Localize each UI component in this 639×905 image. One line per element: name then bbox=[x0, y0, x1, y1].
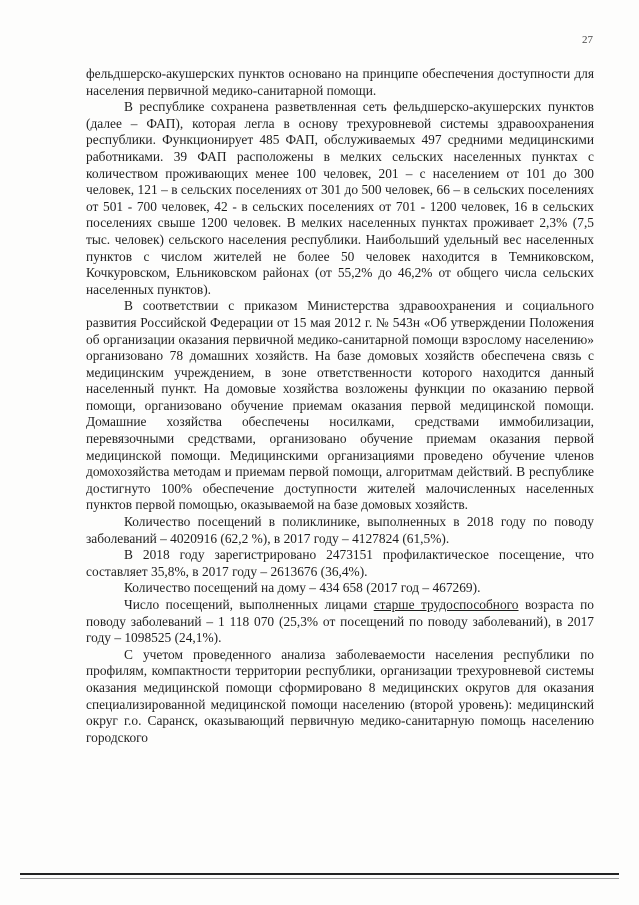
paragraph-6: Количество посещений на дому – 434 658 (2017 год – 467269). bbox=[124, 580, 481, 596]
paragraph-5: В 2018 году зарегистрировано 2473151 профилактическое посещение, что составляет 35,8%, в 2017 году – 2613676 (36,4%). bbox=[86, 547, 594, 579]
paragraph-3: В соответствии с приказом Министерства здравоохранения и социального развития Российской Федерации от 15 мая 2012 г. № 543н «Об утверждении Положения об организации оказания первичной медико-санитарной помощи взрослому населению» организовано 78 домашних хозяйств. На базе домовых хозяйств обеспечена связь с медицинским учреждением, в зоне ответственности которого находится данный населенный пункт. На домовые хозяйства возложены функции по оказанию первой помощи, организовано обучение приемам оказания первой медицинской помощи. Домашние хозяйства обеспечены носилками, средствами иммобилизации, перевязочными средствами, организовано обучение приемам оказания первой медицинской помощи. Медицинскими организациями проведено обучение членов домохозяйства методам и приемам первой помощи, алгоритмам действий. В республике достигнуто 100% обеспечение доступности жителей малочисленных населенных пунктов первой помощью, оказываемой на базе домовых хозяйств. bbox=[86, 298, 594, 513]
paragraph-1: фельдшерско-акушерских пунктов основано на принципе обеспечения доступности для населения первичной медико-санитарной помощи. bbox=[86, 66, 594, 98]
paragraph-8: С учетом проведенного анализа заболеваемости населения республики по профилям, компактности территории республики, организации трехуровневой системы оказания медицинской помощи сформировано 8 медицинских округов для оказания специализированной медицинской помощи населению (второй уровень): медицинский округ г.о. Саранск, оказывающий первичную медико-санитарную помощь населению городского bbox=[86, 646, 594, 745]
paragraph-7 bbox=[86, 597, 594, 647]
paragraph-7-end: возраста по поводу заболеваний – 1 118 070 (25,3% от посещений по поводу заболеваний), в 2017 году – 1098525 (24,1%). bbox=[86, 597, 594, 646]
document-body bbox=[86, 66, 594, 746]
paragraph-2: В республике сохранена разветвленная сеть фельдшерско-акушерских пунктов (далее – ФАП), которая легла в основу трехуровневой системы здравоохранения республики. Функционирует 485 ФАП, обслуживаемых 497 средними медицинскими работниками. 39 ФАП расположены в мелких сельских населенных пунктах с количеством проживающих менее 100 человек, 201 – с населением от 101 до 300 человек, 121 – в сельских поселениях от 301 до 500 человек, 66 – в сельских поселениях от 501 - 700 человек, 42 - в сельских поселениях от 701 - 1200 человек, 16 в сельских поселениях свыше 1200 человек. В мелких населенных пунктах проживает 2,3% (7,5 тыс. человек) сельского населения республики. Наибольший удельный вес населенных пунктов с числом жителей не более 50 человек находится в Темниковском, Кочкуровском, Ельниковском районах (от 55,2% до 46,2% от общего числа сельских населенных пунктов). bbox=[86, 99, 594, 297]
paragraph-7-start: Число посещений, выполненных лицами bbox=[124, 597, 374, 612]
underlined-phrase: старше трудоспособного bbox=[373, 597, 519, 612]
scan-edge-line-secondary bbox=[20, 878, 619, 879]
page-number: 27 bbox=[582, 34, 593, 46]
scan-edge-line bbox=[20, 873, 619, 875]
paragraph-4: Количество посещений в поликлинике, выполненных в 2018 году по поводу заболеваний – 4020916 (62,2 %), в 2017 году – 4127824 (61,5%). bbox=[86, 514, 594, 546]
